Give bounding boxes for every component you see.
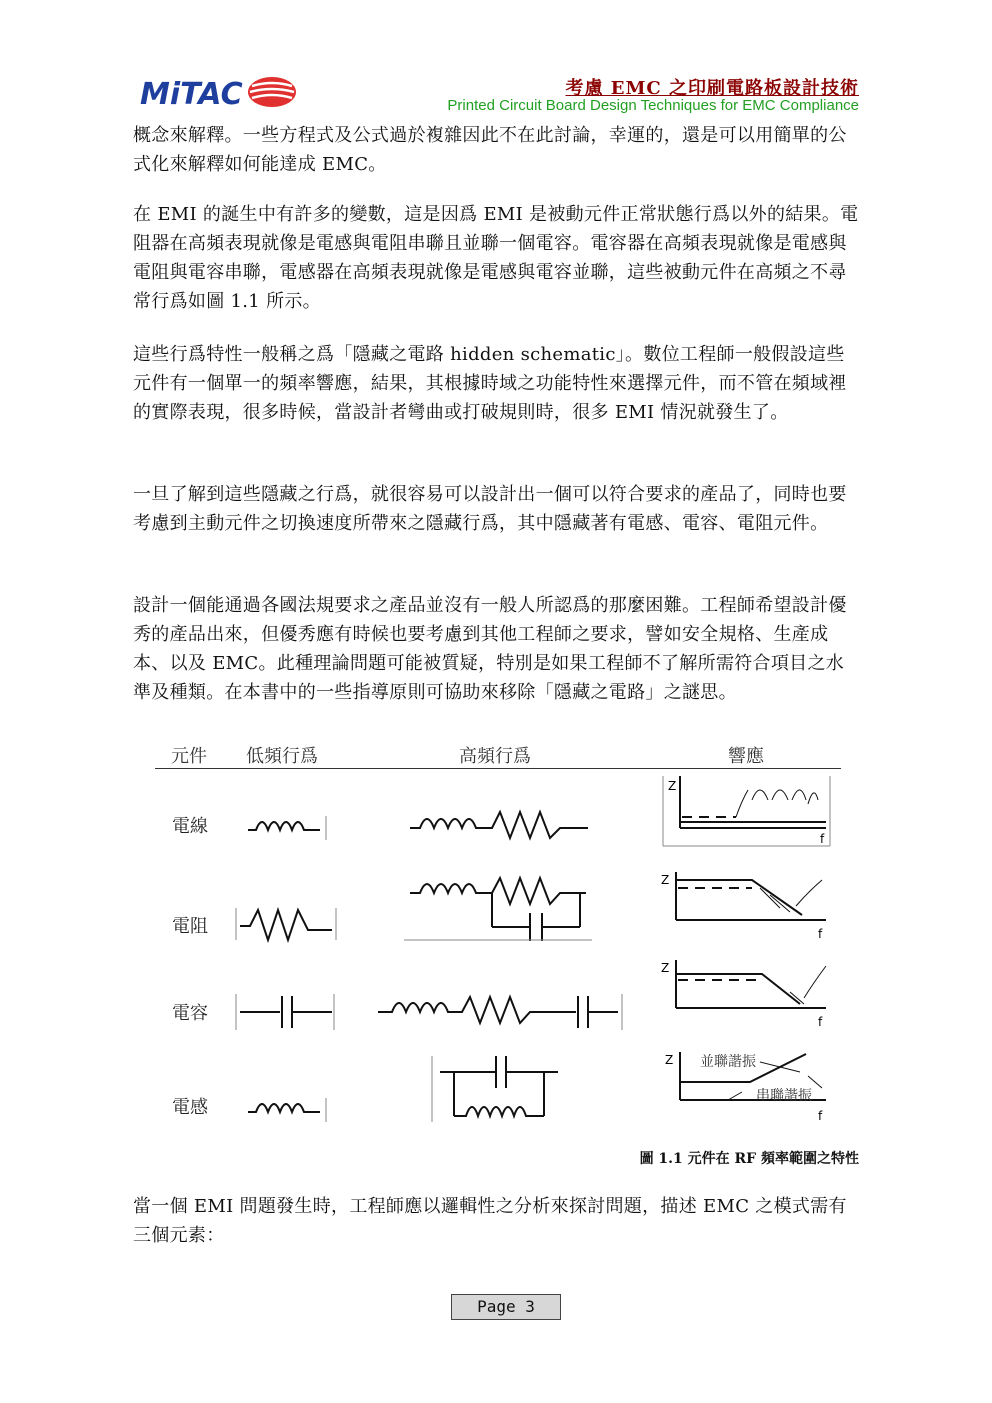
capacitor-response-graph — [661, 960, 826, 1029]
svg-text:MiTAC: MiTAC — [140, 77, 243, 112]
column-header-response: 響應 — [728, 746, 764, 767]
paragraph-2: 在 EMI 的誕生中有許多的變數，這是因爲 EMI 是被動元件正常狀態行爲以外的結果。電阻器在高頻表現就像是電感與電阻串聯且並聯一個電容。電容器在高頻表現就像是電感與電阻與電容串聯，電感器在高頻表現就像是電感與電容並聯，這些被動元件在高頻之不尋常行爲如圖 1.1 所示。 — [133, 204, 859, 312]
column-header-low-frequency: 低頻行爲 — [246, 746, 318, 767]
row-label-resistor: 電阻 — [172, 916, 208, 937]
paragraph-3: 這些行爲特性一般稱之爲「隱藏之電路 hidden schematic」。數位工程師一般假設這些元件有一個單一的頻率響應，結果，其根據時域之功能特性來選擇元件，而不管在頻域裡的實際表現，很多時候，當設計者彎曲或打破規則時，很多 EMI 情況就發生了。 — [133, 344, 847, 423]
page-number-box: Page 3 — [451, 1294, 561, 1320]
inductor-high-frequency-symbol — [432, 1056, 558, 1122]
svg-text:串聯諧振: 串聯諧振 — [756, 1088, 812, 1104]
svg-text:f: f — [818, 1109, 823, 1123]
paragraph-1: 概念來解釋。一些方程式及公式過於複雜因此不在此討論，幸運的，還是可以用簡單的公式化來解釋如何能達成 EMC。 — [133, 125, 847, 175]
figure-caption: 圖 1.1 元件在 RF 頻率範圍之特性 — [639, 1151, 859, 1167]
paragraph-6: 當一個 EMI 問題發生時，工程師應以邏輯性之分析來探討問題，描述 EMC 之模式需有三個元素： — [133, 1196, 847, 1246]
wire-response-graph — [663, 776, 830, 846]
svg-text:f: f — [818, 927, 823, 941]
svg-text:f: f — [818, 1015, 823, 1029]
svg-text:並聯諧振: 並聯諧振 — [700, 1054, 756, 1070]
wire-high-frequency-symbol — [410, 812, 588, 838]
paragraph-5: 設計一個能通過各國法規要求之產品並沒有一般人所認爲的那麼困難。工程師希望設計優秀的產品出來，但優秀應有時候也要考慮到其他工程師之要求，譬如安全規格、生產成本、以及 EMC。此種理論問題可能被質疑，特別是如果工程師不了解所需符合項目之水準及種類。在本書中的一些指導原則可協助來移除「隱藏之電路」之謎思。 — [133, 595, 847, 703]
document-title-english: Printed Circuit Board Design Techniques for EMC Compliance — [447, 97, 859, 114]
row-label-wire: 電線 — [172, 816, 208, 837]
resistor-low-frequency-symbol — [236, 908, 336, 940]
svg-text:Z: Z — [668, 779, 677, 793]
resistor-response-graph — [661, 872, 826, 941]
resistor-high-frequency-symbol — [404, 878, 592, 941]
mitac-logo — [140, 74, 300, 114]
paragraph-4: 一旦了解到這些隱藏之行爲，就很容易可以設計出一個可以符合要求的產品了，同時也要考慮到主動元件之切換速度所帶來之隱藏行爲，其中隱藏著有電感、電容、電阻元件。 — [133, 484, 847, 534]
row-label-capacitor: 電容 — [172, 1003, 208, 1024]
document-title-chinese: 考慮 EMC 之印刷電路板設計技術 — [565, 78, 859, 99]
inductor-response-graph — [665, 1052, 826, 1123]
capacitor-low-frequency-symbol — [236, 994, 334, 1030]
capacitor-high-frequency-symbol — [378, 994, 622, 1030]
svg-text:Z: Z — [665, 1053, 674, 1067]
row-label-inductor: 電感 — [172, 1097, 208, 1118]
wire-low-frequency-symbol — [248, 816, 326, 840]
column-header-component: 元件 — [171, 746, 207, 767]
svg-text:f: f — [820, 832, 825, 846]
column-header-high-frequency: 高頻行爲 — [459, 746, 531, 767]
figure-table-header — [155, 742, 841, 769]
svg-text:Z: Z — [661, 961, 670, 975]
inductor-low-frequency-symbol — [248, 1098, 326, 1122]
svg-text:Z: Z — [661, 873, 670, 887]
